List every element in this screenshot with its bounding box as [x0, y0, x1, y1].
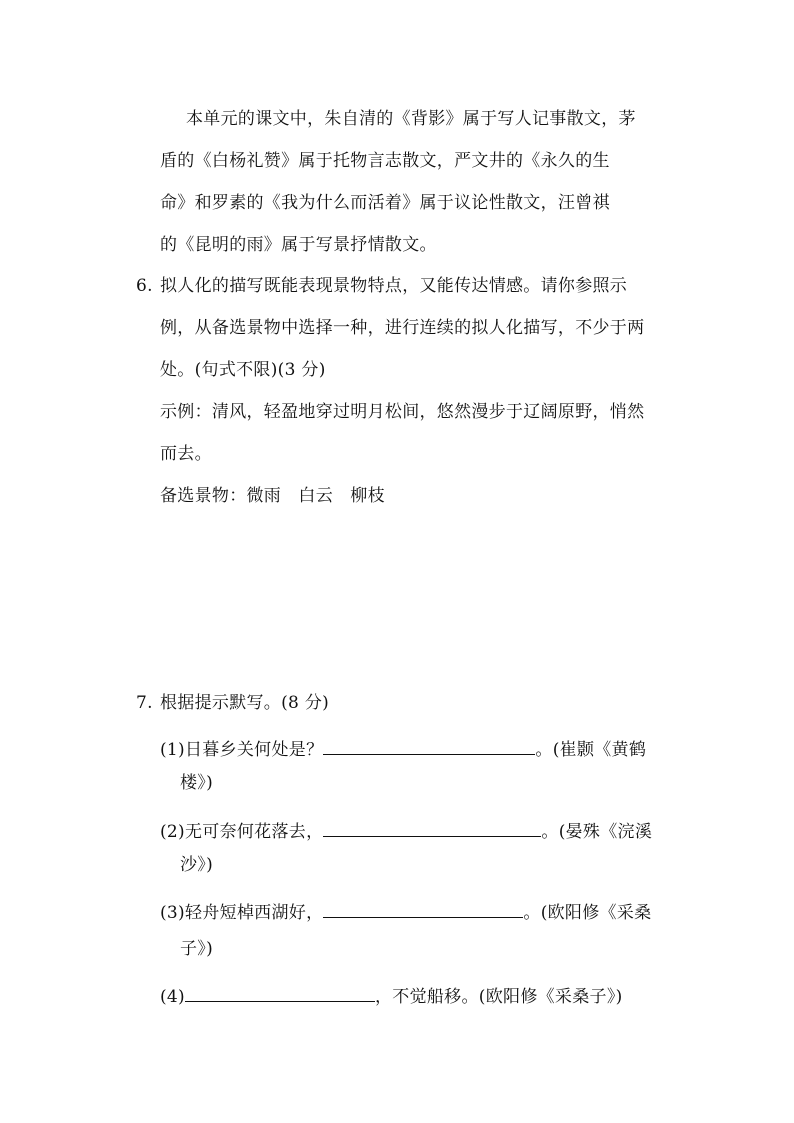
item-1-continuation: 楼》) — [180, 773, 214, 793]
item-4-suffix: ，不觉船移。(欧阳修《采桑子》) — [374, 987, 623, 1007]
question-7-item-2 — [160, 818, 652, 843]
question-6-line-3: 处。(句式不限)(3 分) — [160, 360, 326, 380]
item-2-prefix: (2)无可奈何花落去， — [160, 822, 324, 842]
analysis-line-3: 命》和罗素的《我为什么而活着》属于议论性散文，汪曾祺 — [160, 193, 610, 213]
question-7-title: 根据提示默写。(8 分) — [160, 693, 330, 713]
item-2-continuation: 沙》) — [180, 855, 214, 875]
item-1-suffix: 。(崔颢《黄鹤 — [535, 740, 647, 760]
question-6-number: 6. — [136, 276, 153, 296]
item-3-prefix: (3)轻舟短棹西湖好， — [160, 903, 324, 923]
question-6-line-2: 例，从备选景物中选择一种，进行连续的拟人化描写，不少于两 — [160, 318, 645, 338]
question-6-example-line-1: 示例：清风，轻盈地穿过明月松间，悠然漫步于辽阔原野，悄然 — [160, 402, 645, 422]
question-7-item-1 — [160, 736, 646, 761]
item-4-prefix: (4) — [160, 987, 185, 1007]
question-6-candidates: 备选景物：微雨 白云 柳枝 — [160, 486, 385, 506]
item-3-suffix: 。(欧阳修《采桑 — [523, 903, 652, 923]
analysis-line-1: 本单元的课文中，朱自清的《背影》属于写人记事散文，茅 — [186, 109, 636, 129]
item-3-answer-blank[interactable] — [323, 899, 523, 918]
item-4-answer-blank[interactable] — [185, 983, 375, 1002]
item-1-prefix: (1)日暮乡关何处是？ — [160, 740, 324, 760]
question-7-number: 7. — [136, 693, 153, 713]
question-7-item-4 — [160, 983, 623, 1008]
item-2-suffix: 。(晏殊《浣溪 — [541, 822, 653, 842]
analysis-line-2: 盾的《白杨礼赞》属于托物言志散文，严文井的《永久的生 — [160, 151, 610, 171]
question-7-item-3 — [160, 899, 651, 924]
question-6-line-1: 拟人化的描写既能表现景物特点，又能传达情感。请你参照示 — [160, 276, 628, 296]
analysis-line-4: 的《昆明的雨》属于写景抒情散文。 — [160, 235, 437, 255]
item-3-continuation: 子》) — [180, 939, 214, 959]
item-2-answer-blank[interactable] — [323, 818, 541, 837]
item-1-answer-blank[interactable] — [323, 736, 535, 755]
question-6-example-line-2: 而去。 — [160, 444, 212, 464]
